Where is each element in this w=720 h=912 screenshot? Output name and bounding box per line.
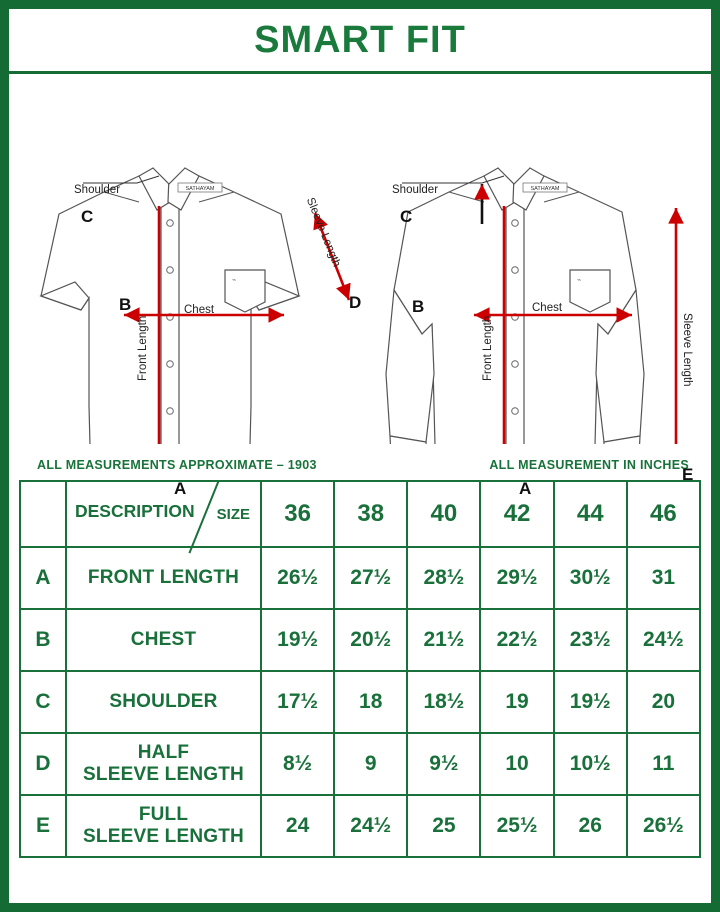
row-description	[66, 795, 261, 857]
row-value: 24	[261, 795, 334, 857]
row-value: 26½	[627, 795, 700, 857]
row-value: 26½	[261, 547, 334, 609]
marker-e-right: E	[682, 465, 694, 484]
table-row	[20, 547, 700, 609]
header-letter-cell	[20, 481, 66, 547]
row-value: 25	[407, 795, 480, 857]
header-size-36: 36	[261, 481, 334, 547]
row-value: 18½	[407, 671, 480, 733]
marker-a-left: A	[174, 479, 187, 498]
row-value: 9½	[407, 733, 480, 795]
row-letter: B	[20, 609, 66, 671]
marker-c-left: C	[81, 207, 94, 226]
sleeve-length-label-left: Sleeve Length	[303, 196, 343, 269]
row-description-line2: SLEEVE LENGTH	[83, 764, 244, 785]
row-value: 19	[480, 671, 553, 733]
header-description-size-cell	[66, 481, 261, 547]
row-description: SHOULDER	[66, 671, 261, 733]
table-row	[20, 671, 700, 733]
header-size-40: 40	[407, 481, 480, 547]
header-size-38: 38	[334, 481, 407, 547]
row-letter: E	[20, 795, 66, 857]
svg-text:SATHAYAM: SATHAYAM	[185, 186, 215, 192]
note-approximate: ALL MEASUREMENTS APPROXIMATE – 1903	[37, 458, 317, 472]
row-letter: D	[20, 733, 66, 795]
row-letter: A	[20, 547, 66, 609]
table-header-row	[20, 481, 700, 547]
header-size-42: 42	[480, 481, 553, 547]
row-letter: C	[20, 671, 66, 733]
row-value: 19½	[554, 671, 627, 733]
note-units: ALL MEASUREMENT IN INCHES	[489, 458, 689, 472]
header-description-label: DESCRIPTION	[75, 501, 195, 521]
marker-c-right: C	[400, 207, 413, 226]
marker-b-left: B	[119, 295, 132, 314]
row-value: 30½	[554, 547, 627, 609]
row-value: 27½	[334, 547, 407, 609]
page-title: SMART FIT	[254, 18, 466, 61]
title-bar	[9, 9, 711, 74]
shoulder-label-right: Shoulder	[392, 184, 439, 196]
row-value: 24½	[627, 609, 700, 671]
row-value: 23½	[554, 609, 627, 671]
row-description: FRONT LENGTH	[66, 547, 261, 609]
row-value: 24½	[334, 795, 407, 857]
header-size-label: SIZE	[216, 506, 250, 523]
row-value: 8½	[261, 733, 334, 795]
row-value: 10	[480, 733, 553, 795]
row-description: CHEST	[66, 609, 261, 671]
row-description-line1: HALF	[137, 742, 190, 764]
row-description-line1: FULL	[138, 804, 189, 826]
marker-d-left: D	[349, 293, 362, 312]
row-value: 20	[627, 671, 700, 733]
notes-row	[9, 454, 711, 480]
row-value: 22½	[480, 609, 553, 671]
row-value: 25½	[480, 795, 553, 857]
svg-text:⌁: ⌁	[232, 277, 237, 284]
row-value: 19½	[261, 609, 334, 671]
row-value: 18	[334, 671, 407, 733]
svg-text:SATHAYAM: SATHAYAM	[530, 186, 560, 192]
row-value: 21½	[407, 609, 480, 671]
svg-text:⌁: ⌁	[577, 277, 582, 284]
table-row	[20, 609, 700, 671]
size-table-wrap	[9, 480, 711, 858]
row-value: 11	[627, 733, 700, 795]
row-value: 28½	[407, 547, 480, 609]
row-value: 17½	[261, 671, 334, 733]
row-value: 10½	[554, 733, 627, 795]
header-size-44: 44	[554, 481, 627, 547]
row-value: 20½	[334, 609, 407, 671]
header-size-46: 46	[627, 481, 700, 547]
row-value: 31	[627, 547, 700, 609]
size-table	[19, 480, 701, 858]
shoulder-label-left: Shoulder	[74, 184, 121, 196]
row-value: 9	[334, 733, 407, 795]
front-length-label-left: Front Length	[137, 315, 149, 381]
front-length-label-right: Front Length	[482, 315, 494, 381]
row-value: 26	[554, 795, 627, 857]
table-row	[20, 795, 700, 857]
row-description-line2: SLEEVE LENGTH	[83, 826, 244, 847]
table-row	[20, 733, 700, 795]
chest-label-left: Chest	[184, 304, 215, 316]
row-description	[66, 733, 261, 795]
row-value: 29½	[480, 547, 553, 609]
marker-a-right: A	[519, 479, 532, 498]
marker-b-right: B	[412, 297, 425, 316]
chest-label-right: Chest	[532, 302, 563, 314]
sleeve-length-label-right: Sleeve Length	[681, 313, 693, 387]
